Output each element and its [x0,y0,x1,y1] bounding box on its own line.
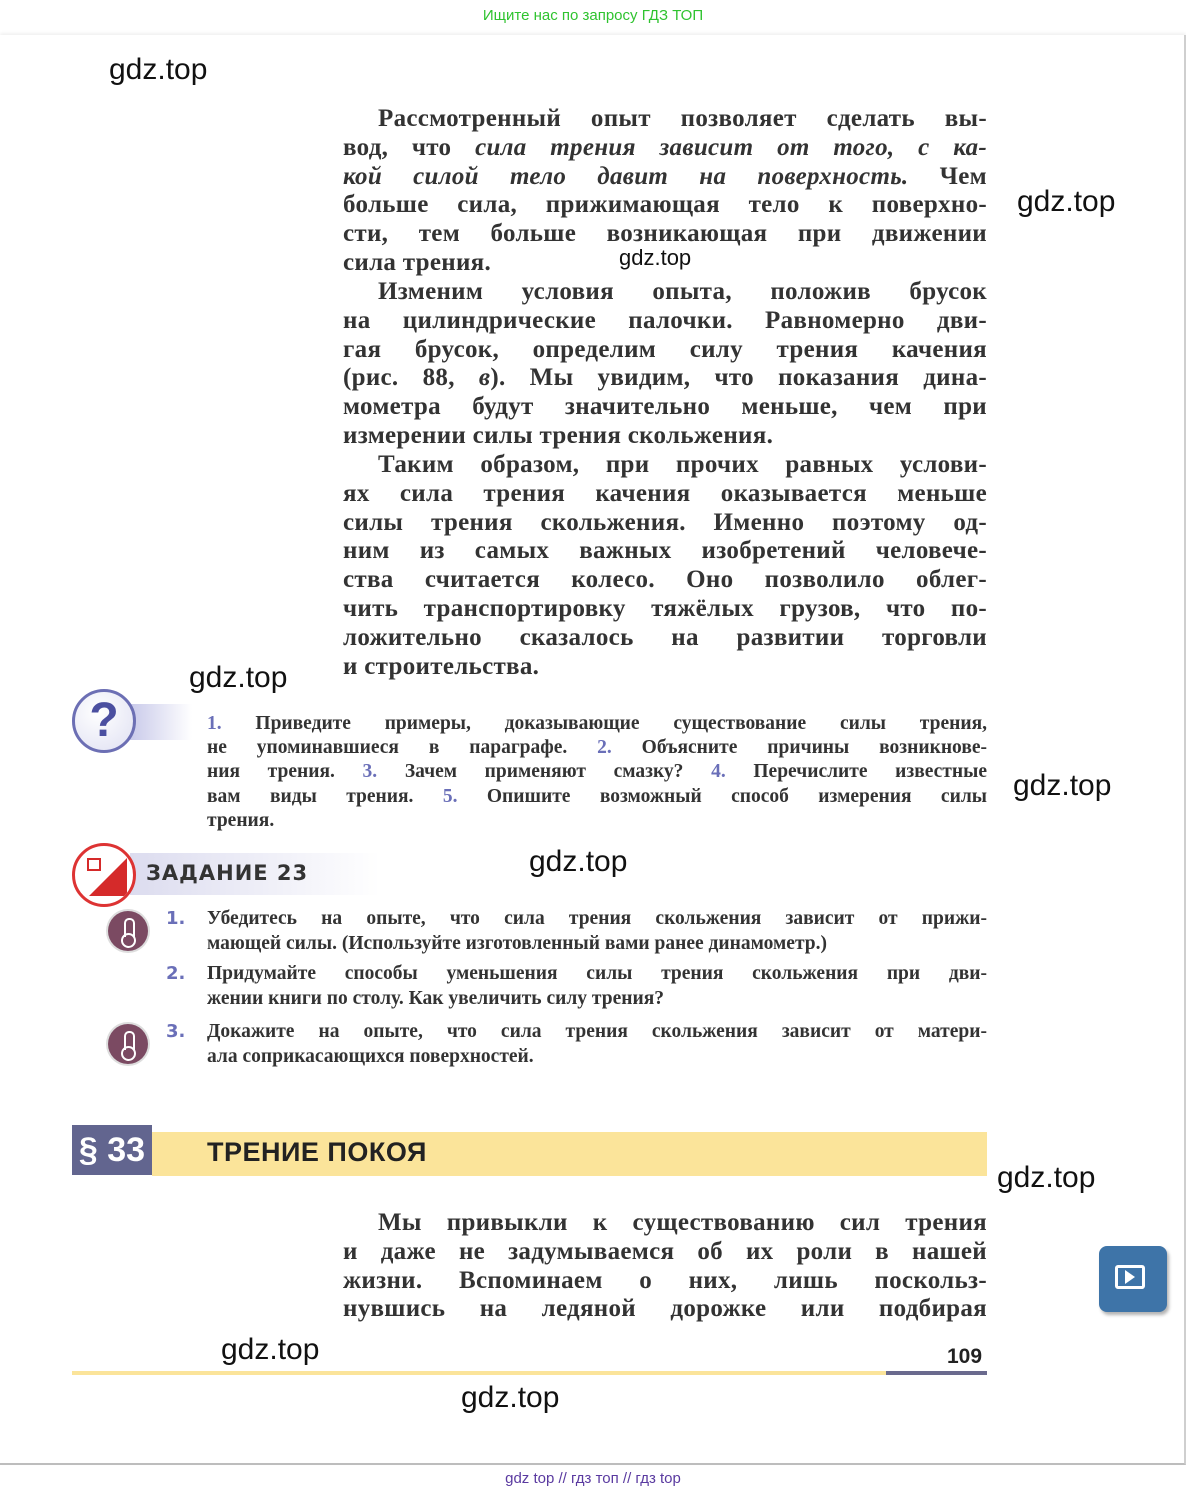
text-segment: силы трения скольжения. Именно поэтому од- [343,508,987,536]
watermark: gdz.top [1017,185,1116,218]
text-segment: в [478,364,491,392]
paragraph-3 [343,451,987,681]
text-line: Убедитесь на опыте, что сила трения скольжения зависит от прижи- [207,908,987,929]
text-segment: ства считается колесо. Оно позволило облег- [343,566,987,594]
text-segment: Рассмотренный опыт позволяет сделать вы- [378,105,987,132]
text-segment: сти, тем больше возникающая при движении [343,220,987,248]
footer-links: gdz top // гдз топ // гдз top [505,1470,681,1487]
text-line [343,163,987,192]
text-line [343,307,987,336]
text-segment: измерении силы трения скольжения. [343,421,774,449]
text-segment: ним из самых важных изобретений человече- [343,537,987,565]
text-line [343,566,987,595]
question-number: 4. [711,761,726,783]
question-number: 3. [362,761,378,783]
text-segment: Чем [908,162,987,190]
text-segment: ния трения. [207,761,363,783]
text-segment: ях сила трения качения оказывается меньше [343,479,987,507]
text-segment: на цилиндрические палочки. Равномерно дви- [343,306,987,334]
task-number: 3. [166,1021,186,1042]
watermark: gdz.top [461,1381,560,1414]
text-line [343,393,987,422]
task-number: 1. [166,908,186,929]
paragraph-2 [343,278,987,451]
play-video-button[interactable] [1099,1246,1167,1312]
play-icon [1125,1270,1135,1284]
text-segment: ). Мы увидим, что показания дина- [490,364,987,392]
text-line [343,1238,987,1267]
text-line [343,336,987,365]
text-segment: ложительно сказалось на развитии торговли [343,623,987,651]
watermark: gdz.top [189,661,288,694]
text-line [343,509,987,538]
text-line [207,760,987,784]
question-number: 5. [442,785,458,807]
watermark: gdz.top [1013,769,1112,802]
text-segment: и строительства. [343,652,540,680]
task-title: ЗАДАНИЕ 23 [146,861,309,885]
text-line [343,480,987,509]
text-line [343,451,987,480]
text-segment: Объясните причины возникнове- [611,737,988,759]
text-segment: кой силой тело давит на поверхность. [343,162,909,190]
text-line [343,537,987,566]
question-number: 1. [207,713,222,734]
search-hint-banner: Ищите нас по запросу ГДЗ ТОП [482,7,704,24]
text-line [343,624,987,653]
page-number: 109 [947,1345,983,1368]
text-segment: чить транспортировку тяжёлых грузов, что по- [343,594,987,622]
text-segment: мометра будут значительно меньше, чем при [343,393,987,421]
task-item [166,1020,987,1069]
watermark: gdz.top [997,1161,1096,1194]
triangle-ruler-icon [72,843,136,907]
text-line [207,736,987,760]
text-line: жении книги по столу. Как увеличить силу трения? [207,987,665,1009]
task-number: 2. [166,963,186,984]
text-segment: Зачем применяют смазку? [377,761,712,783]
text-segment: Перечислите известные [725,761,988,783]
footer-rule-accent [886,1371,987,1375]
text-segment: больше сила, прижимающая тело к поверхно- [343,191,987,219]
text-line: Докажите на опыте, что сила трения скольжения зависит от матери- [207,1021,987,1042]
text-line [343,653,987,682]
text-segment: сила трения зависит от того, с ка- [475,133,987,161]
text-line [343,595,987,624]
text-segment: вам виды трения. [207,785,443,807]
text-line [207,785,987,809]
text-line [343,134,987,163]
text-line: мающей силы. (Используйте изготовленный вами ранее динамометр.) [207,932,827,954]
question-number: 2. [597,737,612,759]
text-segment: Изменим условия опыта, положив брусок [378,278,987,305]
text-segment: и даже не задумываемся об их роли в нашей [343,1237,987,1265]
text-segment: Приведите примеры, доказывающие существование силы трения, [221,713,987,734]
text-line [343,105,987,134]
review-questions [207,712,987,833]
text-segment: гая брусок, определим силу трения качения [343,335,987,363]
text-segment: нувшись на ледяной дорожке или подбирая [343,1295,987,1323]
watermark: gdz.top [529,845,628,878]
text-segment: сила трения. [343,248,492,276]
watermark: gdz.top [109,53,208,86]
text-line: Придумайте способы уменьшения силы трения скольжения при дви- [207,963,987,984]
text-segment: жизни. Вспоминаем о них, лишь поскольз- [343,1266,987,1294]
questions-band [130,704,192,740]
experiment-thermometer-icon [108,911,148,951]
experiment-thermometer-icon [108,1024,148,1064]
section-title: ТРЕНИЕ ПОКОЯ [207,1137,427,1167]
text-line [343,422,987,451]
text-line [207,809,987,833]
footer-rule [72,1371,886,1375]
watermark: gdz.top [221,1333,320,1366]
text-line [343,191,987,220]
text-line [343,1209,987,1238]
text-line [343,278,987,307]
task-item [166,907,987,956]
text-line [343,364,987,393]
text-segment: не упоминавшиеся в параграфе. [207,737,598,759]
text-line [207,712,987,736]
text-segment: Таким образом, при прочих равных услови- [378,451,987,478]
text-line [343,1295,987,1324]
section-number: § 33 [72,1125,152,1175]
text-line: ала соприкасающихся поверхностей. [207,1045,534,1067]
text-segment: Опишите возможный способ измерения силы [457,785,987,807]
watermark: gdz.top [619,245,692,270]
text-line [343,1267,987,1296]
text-segment: Мы привыкли к существованию сил трения [378,1209,987,1236]
text-segment: вод, что [343,133,476,161]
paragraph-4 [343,1209,987,1324]
question-mark-icon: ? [72,689,136,753]
text-segment: трения. [207,809,275,831]
text-segment: (рис. 88, [343,364,479,392]
task-item [166,962,987,1011]
